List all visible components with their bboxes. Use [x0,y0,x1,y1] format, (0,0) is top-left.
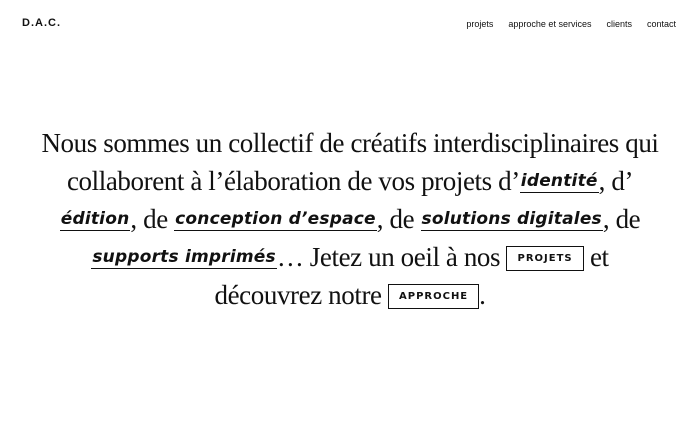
nav-link-approche-et-services[interactable]: approche et services [508,19,592,29]
hero-text: . [479,280,486,310]
projets-button[interactable]: PROJETS [506,246,583,271]
hero-text: , de [376,204,421,234]
hero-text: , de [130,204,175,234]
hero-text: Nous sommes un collectif de créatifs interdisciplinaires qui collaborent à l’élaboration de vos projets d’ [41,128,659,196]
nav-link-projets[interactable]: projets [466,19,494,29]
site-logo[interactable]: D.A.C. [22,17,61,29]
nav-link-contact[interactable]: contact [646,19,676,29]
keyword-link-supports-imprimes[interactable]: supports imprimés [92,247,276,267]
hero-text: … Jetez un oeil à nos [276,242,507,272]
main-nav [466,19,676,29]
keyword-link-conception-espace[interactable]: conception d’espace [175,209,376,229]
keyword-link-solutions-digitales[interactable]: solutions digitales [421,209,602,229]
hero-text: et découvrez notre [214,242,609,310]
hero-statement [40,124,660,314]
approche-button[interactable]: APPROCHE [388,284,479,309]
hero-text: , de [602,204,641,234]
keyword-link-identite[interactable]: identité [520,171,598,191]
keyword-link-edition[interactable]: édition [60,209,130,229]
hero-text: , d’ [598,166,634,196]
nav-link-clients[interactable]: clients [606,19,632,29]
